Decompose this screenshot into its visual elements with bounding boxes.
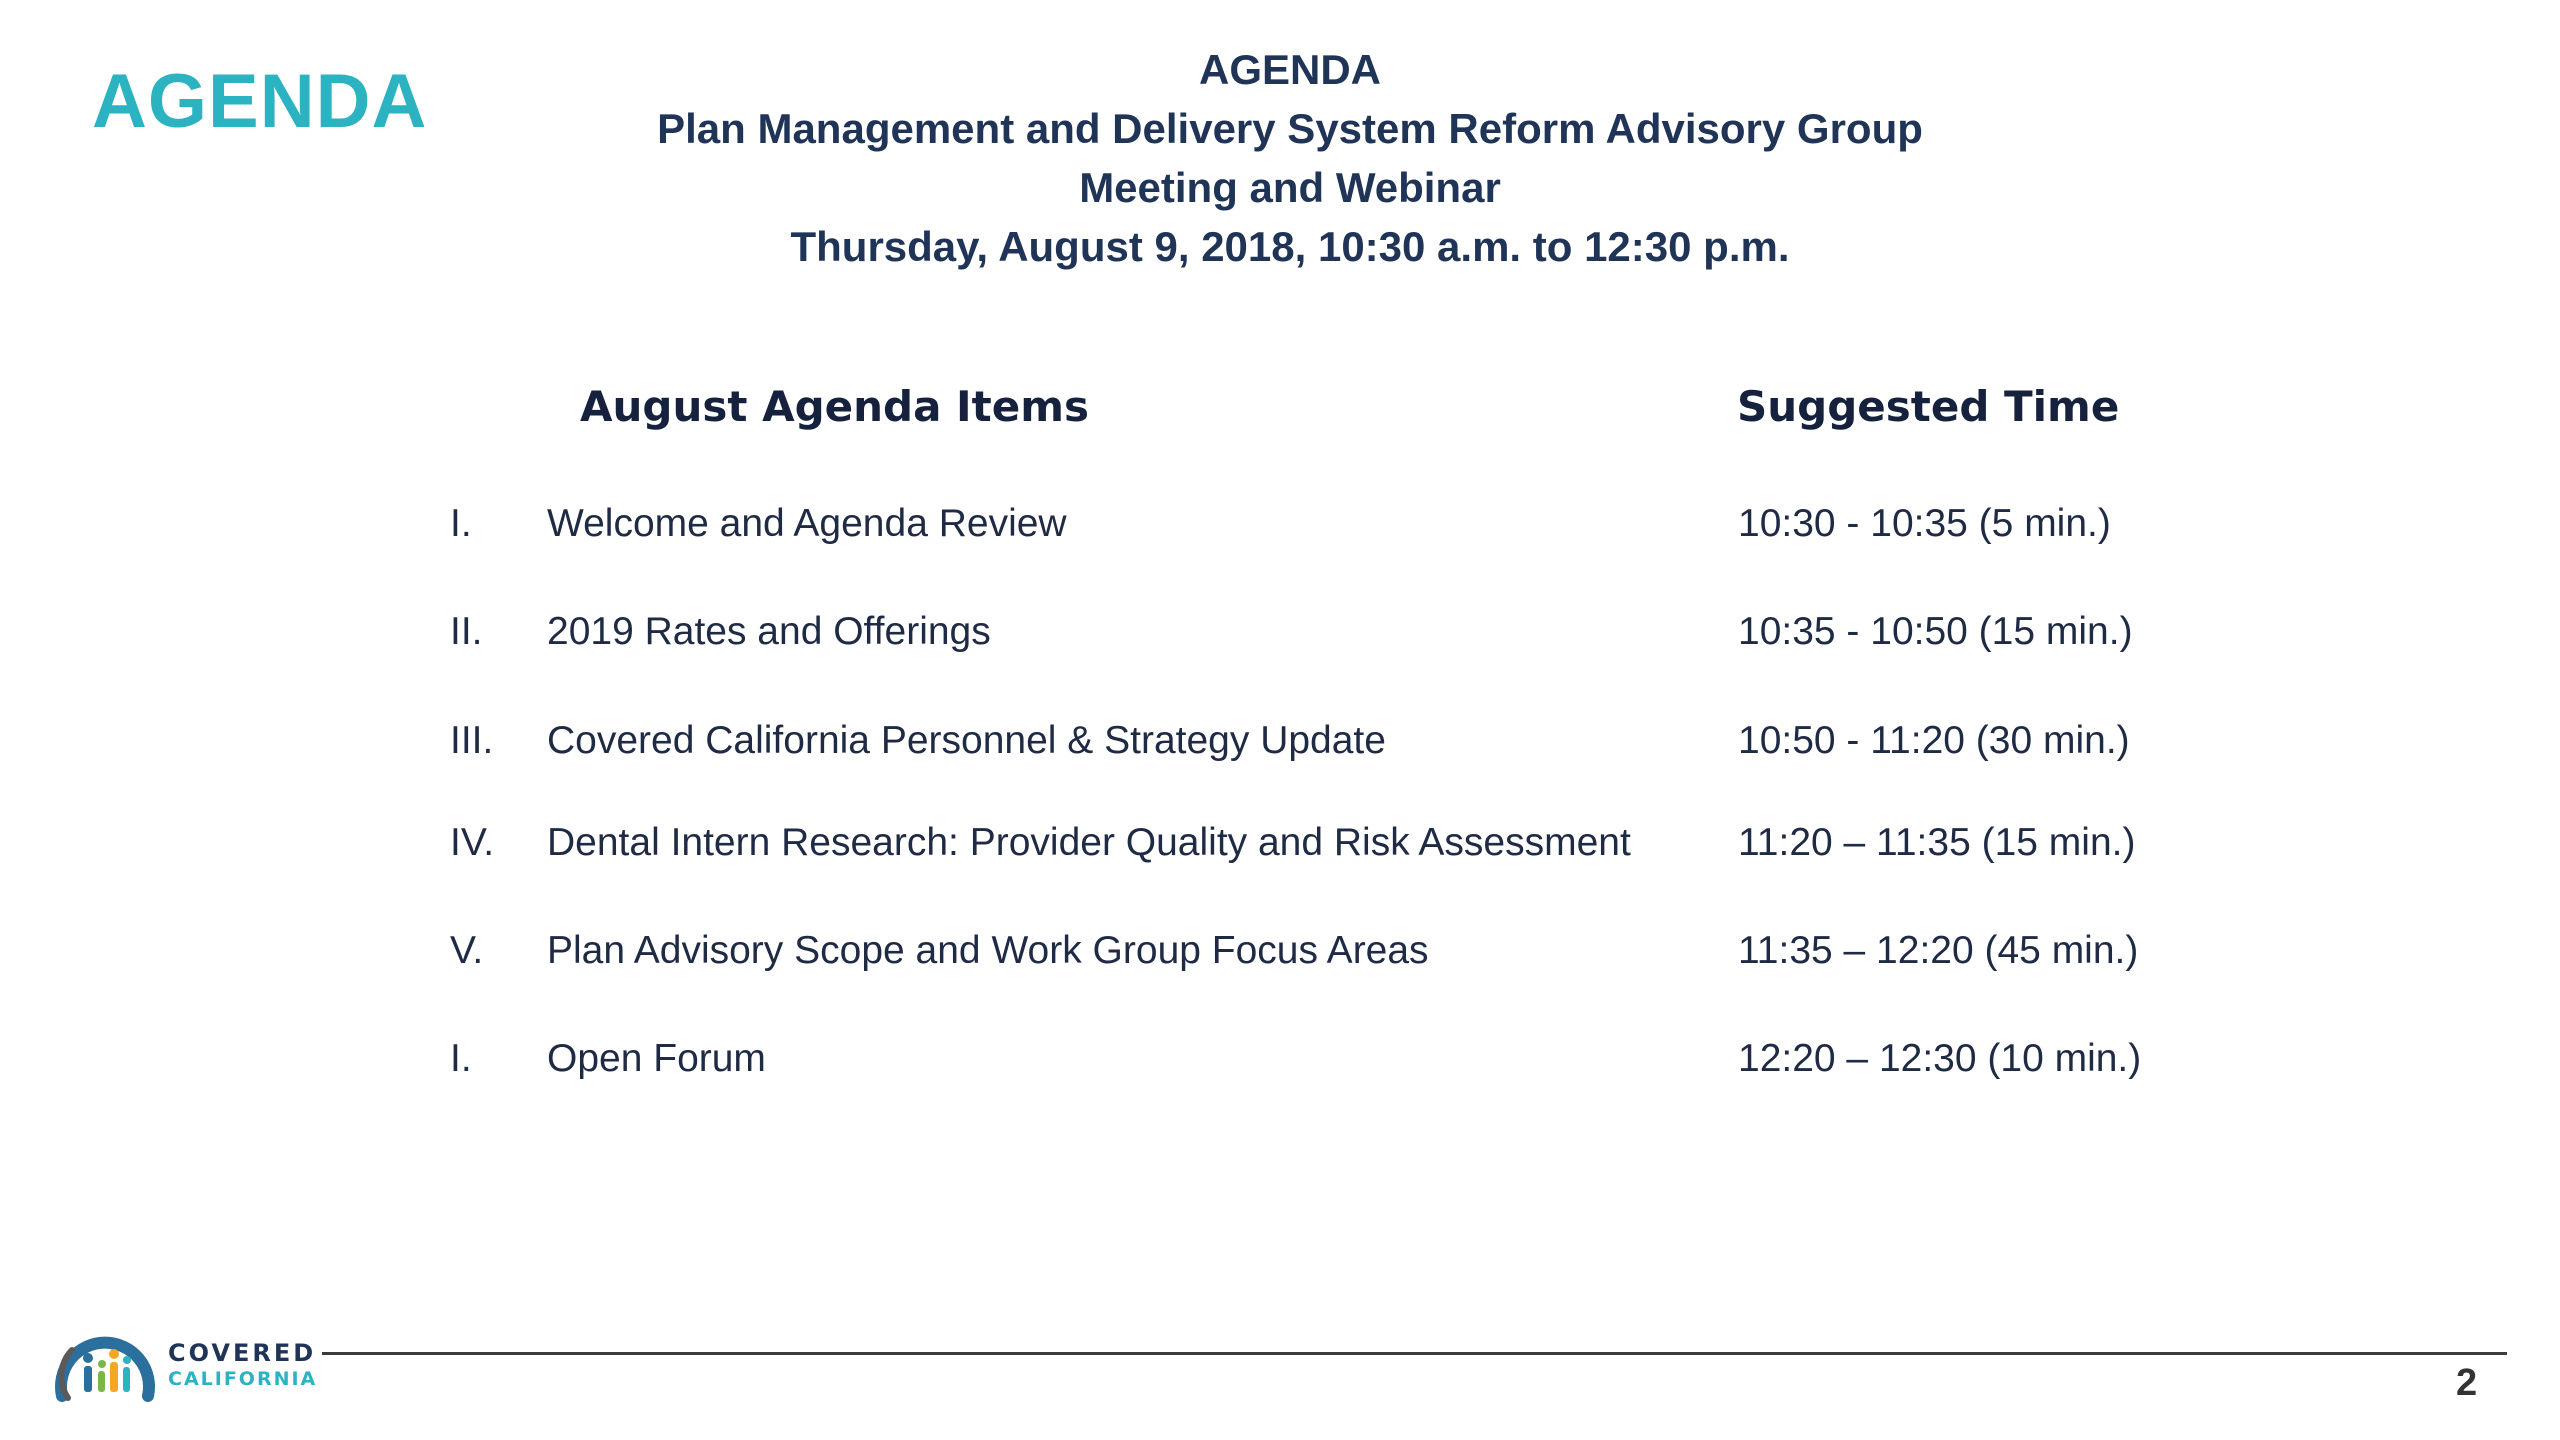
agenda-item-number: I. bbox=[450, 502, 472, 545]
agenda-row bbox=[0, 719, 2560, 779]
agenda-item-label: Plan Advisory Scope and Work Group Focus Areas bbox=[547, 929, 1429, 972]
agenda-item-time: 10:30 - 10:35 (5 min.) bbox=[1738, 502, 2111, 545]
header-group-name: Plan Management and Delivery System Reform Advisory Group bbox=[657, 105, 1923, 152]
column-header-suggested-time: Suggested Time bbox=[1737, 382, 2120, 431]
agenda-row bbox=[0, 502, 2560, 562]
agenda-row bbox=[0, 610, 2560, 670]
slide-title: AGENDA bbox=[92, 59, 428, 144]
agenda-item-label: Welcome and Agenda Review bbox=[547, 502, 1067, 545]
agenda-item-time: 11:35 – 12:20 (45 min.) bbox=[1738, 929, 2139, 972]
logo-text-covered: COVERED bbox=[168, 1339, 317, 1367]
page-number: 2 bbox=[2456, 1362, 2478, 1404]
column-header-agenda-items: August Agenda Items bbox=[580, 382, 1090, 431]
agenda-row bbox=[0, 1037, 2560, 1097]
agenda-item-time: 10:50 - 11:20 (30 min.) bbox=[1738, 719, 2130, 762]
agenda-item-time: 11:20 – 11:35 (15 min.) bbox=[1738, 821, 2136, 864]
agenda-item-number: III. bbox=[450, 719, 494, 762]
covered-california-logo-icon bbox=[50, 1310, 160, 1410]
agenda-item-number: I. bbox=[450, 1037, 472, 1080]
agenda-row bbox=[0, 821, 2560, 881]
logo-wordmark bbox=[168, 1340, 317, 1392]
covered-california-logo bbox=[50, 1310, 320, 1410]
agenda-item-time: 10:35 - 10:50 (15 min.) bbox=[1738, 610, 2133, 653]
meeting-header bbox=[560, 40, 2020, 276]
agenda-item-number: V. bbox=[450, 929, 484, 972]
header-date-time: Thursday, August 9, 2018, 10:30 a.m. to 12:30 p.m. bbox=[790, 223, 1790, 270]
agenda-item-time: 12:20 – 12:30 (10 min.) bbox=[1738, 1037, 2142, 1080]
logo-text-california: CALIFORNIA bbox=[168, 1368, 318, 1390]
agenda-item-label: Covered California Personnel & Strategy Update bbox=[547, 719, 1386, 762]
header-meeting-type: Meeting and Webinar bbox=[1079, 164, 1501, 211]
agenda-item-label: Dental Intern Research: Provider Quality and Risk Assessment bbox=[547, 821, 1631, 864]
footer-divider bbox=[322, 1352, 2507, 1355]
agenda-item-label: 2019 Rates and Offerings bbox=[547, 610, 991, 653]
agenda-item-number: II. bbox=[450, 610, 483, 653]
agenda-item-number: IV. bbox=[450, 821, 495, 864]
header-agenda-line: AGENDA bbox=[1198, 46, 1381, 93]
agenda-item-label: Open Forum bbox=[547, 1037, 766, 1080]
agenda-row bbox=[0, 929, 2560, 989]
